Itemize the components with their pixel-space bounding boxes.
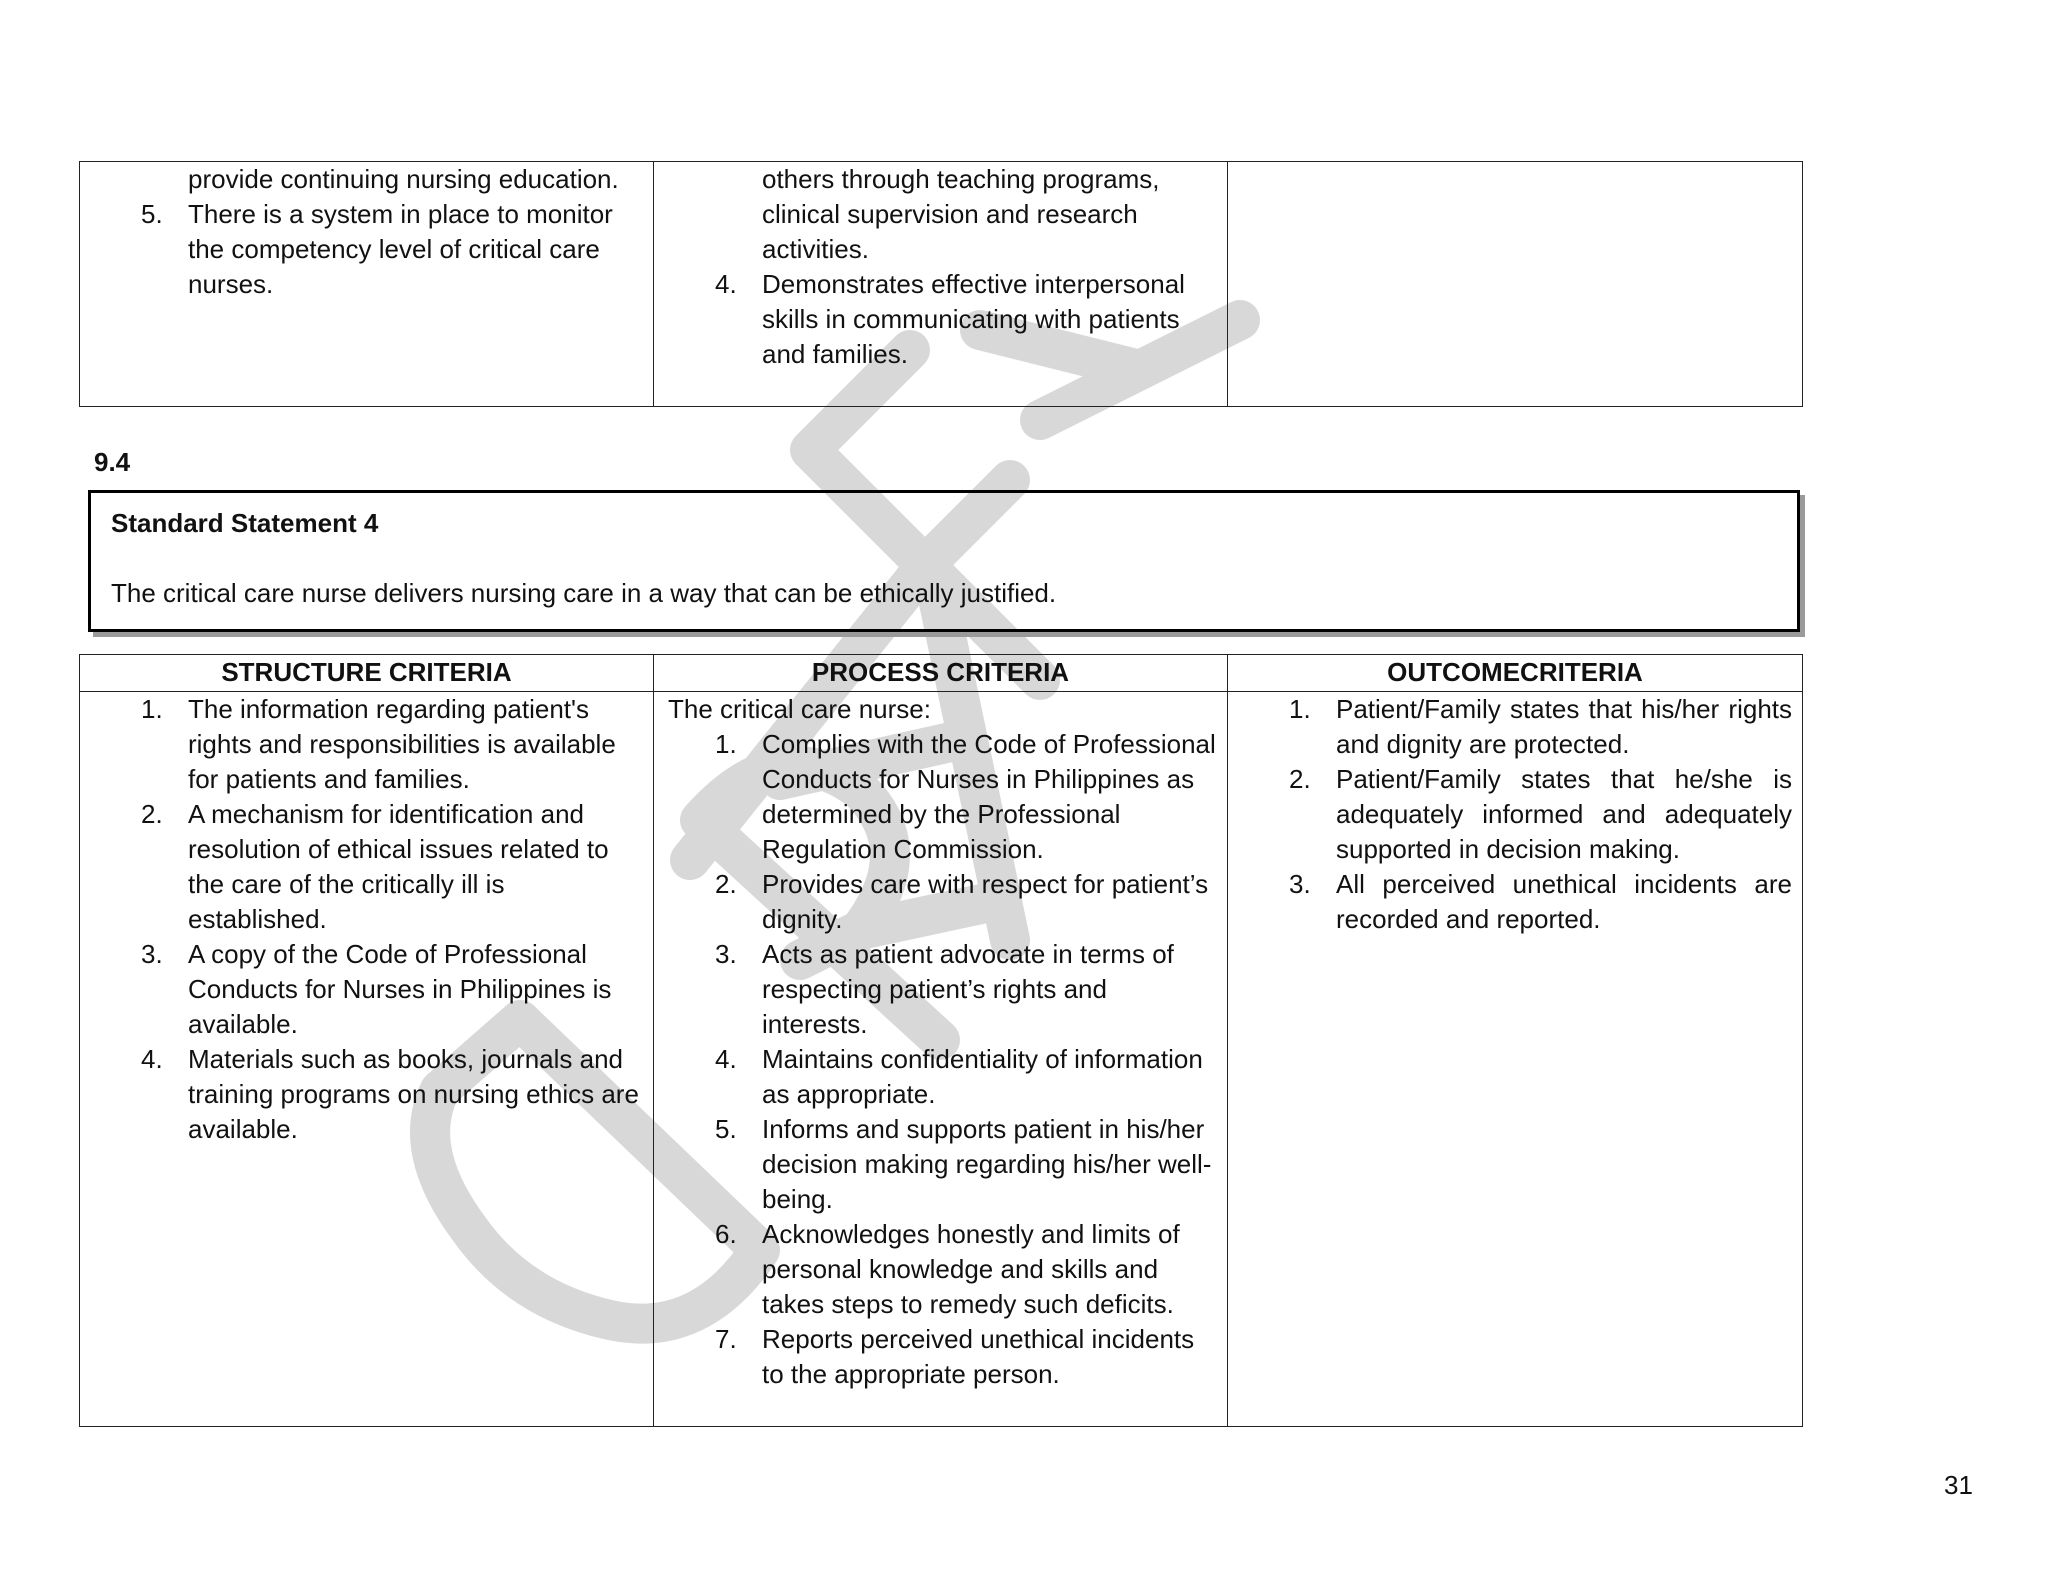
outcome-continued-cell xyxy=(1228,162,1803,407)
process-criteria-list xyxy=(654,727,1227,1392)
header-process-criteria: PROCESS CRITERIA xyxy=(654,655,1228,692)
list-item xyxy=(141,937,653,1042)
statement-title: Standard Statement 4 xyxy=(111,508,379,538)
list-item xyxy=(141,692,653,797)
item-text: The information regarding patient's rights and responsibilities is available for patients and families. xyxy=(188,694,616,794)
list-item xyxy=(715,1322,1227,1392)
item-number: 3. xyxy=(141,939,163,969)
header-outcome-criteria: OUTCOMECRITERIA xyxy=(1228,655,1803,692)
item-number: 3. xyxy=(715,939,737,969)
process-intro: The critical care nurse: xyxy=(668,694,931,724)
item-number: 1. xyxy=(715,729,737,759)
item-number: 4. xyxy=(715,1044,737,1074)
item-number: 2. xyxy=(715,869,737,899)
structure-criteria-cell xyxy=(80,692,654,1427)
item-number: 3. xyxy=(1289,869,1311,899)
outcome-criteria-cell xyxy=(1228,692,1803,1427)
list-item xyxy=(715,1042,1227,1112)
item-number: 6. xyxy=(715,1219,737,1249)
item-text: Provides care with respect for patient’s dignity. xyxy=(762,869,1209,934)
item-text: All perceived unethical incidents are recorded and reported. xyxy=(1336,869,1792,934)
item-number: 1. xyxy=(1289,694,1311,724)
item-text: There is a system in place to monitor the competency level of critical care nurses. xyxy=(188,199,613,299)
list-item xyxy=(715,1217,1227,1322)
list-item xyxy=(715,1112,1227,1217)
item-text: Maintains confidentiality of information as appropriate. xyxy=(762,1044,1203,1109)
criteria-table xyxy=(79,654,1803,1427)
page-number: 31 xyxy=(1944,1470,1973,1500)
item-number: 2. xyxy=(1289,764,1311,794)
item-number: 4. xyxy=(141,1044,163,1074)
list-item xyxy=(715,727,1227,867)
header-structure-criteria: STRUCTURE CRITERIA xyxy=(80,655,654,692)
continued-text: others through teaching programs, clinical supervision and research activities. xyxy=(762,164,1160,264)
standard-statement-box xyxy=(88,490,1800,632)
item-text: Acknowledges honestly and limits of personal knowledge and skills and takes steps to remedy such deficits. xyxy=(762,1219,1180,1319)
list-item xyxy=(715,267,1227,372)
list-item xyxy=(715,867,1227,937)
structure-continued-cell xyxy=(80,162,654,407)
list-item xyxy=(141,197,653,302)
outcome-criteria-list xyxy=(1228,692,1802,937)
list-item xyxy=(1289,867,1802,937)
list-item xyxy=(141,797,653,937)
section-number: 9.4 xyxy=(94,447,131,477)
item-number: 2. xyxy=(141,799,163,829)
item-text: Materials such as books, journals and training programs on nursing ethics are available. xyxy=(188,1044,639,1144)
continued-text: provide continuing nursing education. xyxy=(188,164,619,194)
list-item xyxy=(1289,762,1802,867)
item-text: Reports perceived unethical incidents to the appropriate person. xyxy=(762,1324,1195,1389)
item-text: A mechanism for identification and resolution of ethical issues related to the care of the critically ill is established. xyxy=(188,799,609,934)
item-text: A copy of the Code of Professional Conducts for Nurses in Philippines is available. xyxy=(188,939,612,1039)
item-number: 5. xyxy=(141,199,163,229)
item-number: 7. xyxy=(715,1324,737,1354)
statement-text: The critical care nurse delivers nursing care in a way that can be ethically justified. xyxy=(111,578,1057,608)
list-item xyxy=(1289,692,1802,762)
item-number: 4. xyxy=(715,269,737,299)
process-continued-cell xyxy=(654,162,1228,407)
continued-criteria-table xyxy=(79,161,1803,407)
item-text: Acts as patient advocate in terms of respecting patient’s rights and interests. xyxy=(762,939,1174,1039)
item-text: Demonstrates effective interpersonal skills in communicating with patients and families. xyxy=(762,269,1185,369)
item-number: 5. xyxy=(715,1114,737,1144)
item-number: 1. xyxy=(141,694,163,724)
item-text: Patient/Family states that his/her rights and dignity are protected. xyxy=(1336,694,1792,759)
item-text: Informs and supports patient in his/her decision making regarding his/her well-being. xyxy=(762,1114,1212,1214)
item-text: Patient/Family states that he/she is adequately informed and adequately supported in decision making. xyxy=(1336,764,1792,864)
process-criteria-cell xyxy=(654,692,1228,1427)
list-item xyxy=(715,937,1227,1042)
structure-criteria-list xyxy=(80,692,653,1147)
item-text: Complies with the Code of Professional Conducts for Nurses in Philippines as determined by the Professional Regulation Commission. xyxy=(762,729,1216,864)
list-item xyxy=(141,1042,653,1147)
